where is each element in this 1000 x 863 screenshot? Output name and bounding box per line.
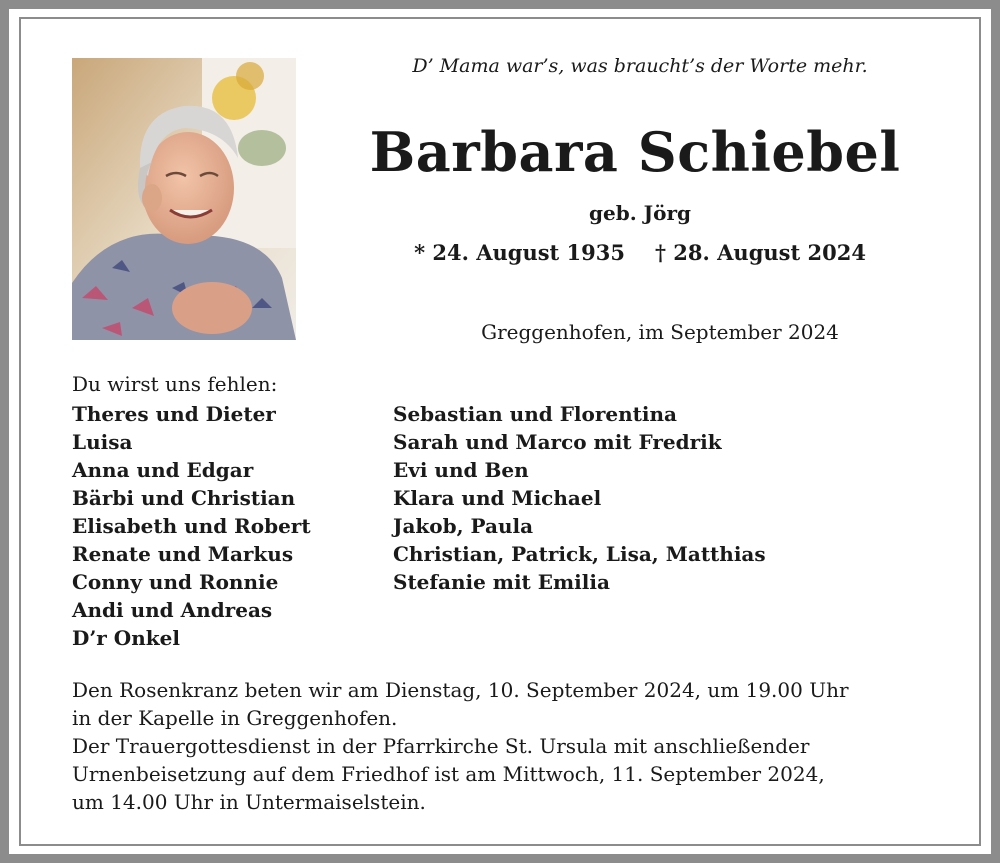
death-date: † 28. August 2024 xyxy=(655,240,866,265)
deceased-name: Barbara Schiebel xyxy=(369,120,901,184)
service-line: Der Trauergottesdienst in der Pfarrkirche St. Ursula mit anschließender xyxy=(72,734,810,758)
mourners-list-right xyxy=(393,400,766,596)
mourner-name: Christian, Patrick, Lisa, Matthias xyxy=(393,542,766,566)
mourner-name: Renate und Markus xyxy=(72,542,294,566)
maiden-name: geb. Jörg xyxy=(589,201,691,225)
mourner-name: Stefanie mit Emilia xyxy=(393,570,610,594)
service-details xyxy=(72,676,952,816)
motto-quote: D’ Mama war’s, was braucht’s der Worte mehr. xyxy=(412,55,868,77)
life-dates xyxy=(340,240,940,265)
mourner-name: Elisabeth und Robert xyxy=(72,514,311,538)
mourner-name: Andi und Andreas xyxy=(72,598,273,622)
birth-date: * 24. August 1935 xyxy=(414,240,625,265)
mourner-name: Klara und Michael xyxy=(393,486,602,510)
mourner-name: Theres und Dieter xyxy=(72,402,276,426)
mourner-name: Anna und Edgar xyxy=(72,458,254,482)
mourner-name: Conny und Ronnie xyxy=(72,570,279,594)
mourner-name: Sarah und Marco mit Fredrik xyxy=(393,430,722,454)
service-line: um 14.00 Uhr in Untermaiselstein. xyxy=(72,790,426,814)
service-line: Urnenbeisetzung auf dem Friedhof ist am Mittwoch, 11. September 2024, xyxy=(72,762,825,786)
mourner-name: Jakob, Paula xyxy=(393,514,534,538)
mourners-intro: Du wirst uns fehlen: xyxy=(72,372,278,396)
mourner-name: Evi und Ben xyxy=(393,458,529,482)
mourner-name: Luisa xyxy=(72,430,133,454)
portrait-photo xyxy=(72,58,296,340)
mourner-name: Bärbi und Christian xyxy=(72,486,296,510)
mourners-list-left xyxy=(72,400,311,652)
mourner-name: Sebastian und Florentina xyxy=(393,402,677,426)
place-and-date: Greggenhofen, im September 2024 xyxy=(481,320,839,344)
service-line: Den Rosenkranz beten wir am Dienstag, 10. September 2024, um 19.00 Uhr xyxy=(72,678,849,702)
service-line: in der Kapelle in Greggenhofen. xyxy=(72,706,398,730)
mourner-name: D’r Onkel xyxy=(72,626,180,650)
